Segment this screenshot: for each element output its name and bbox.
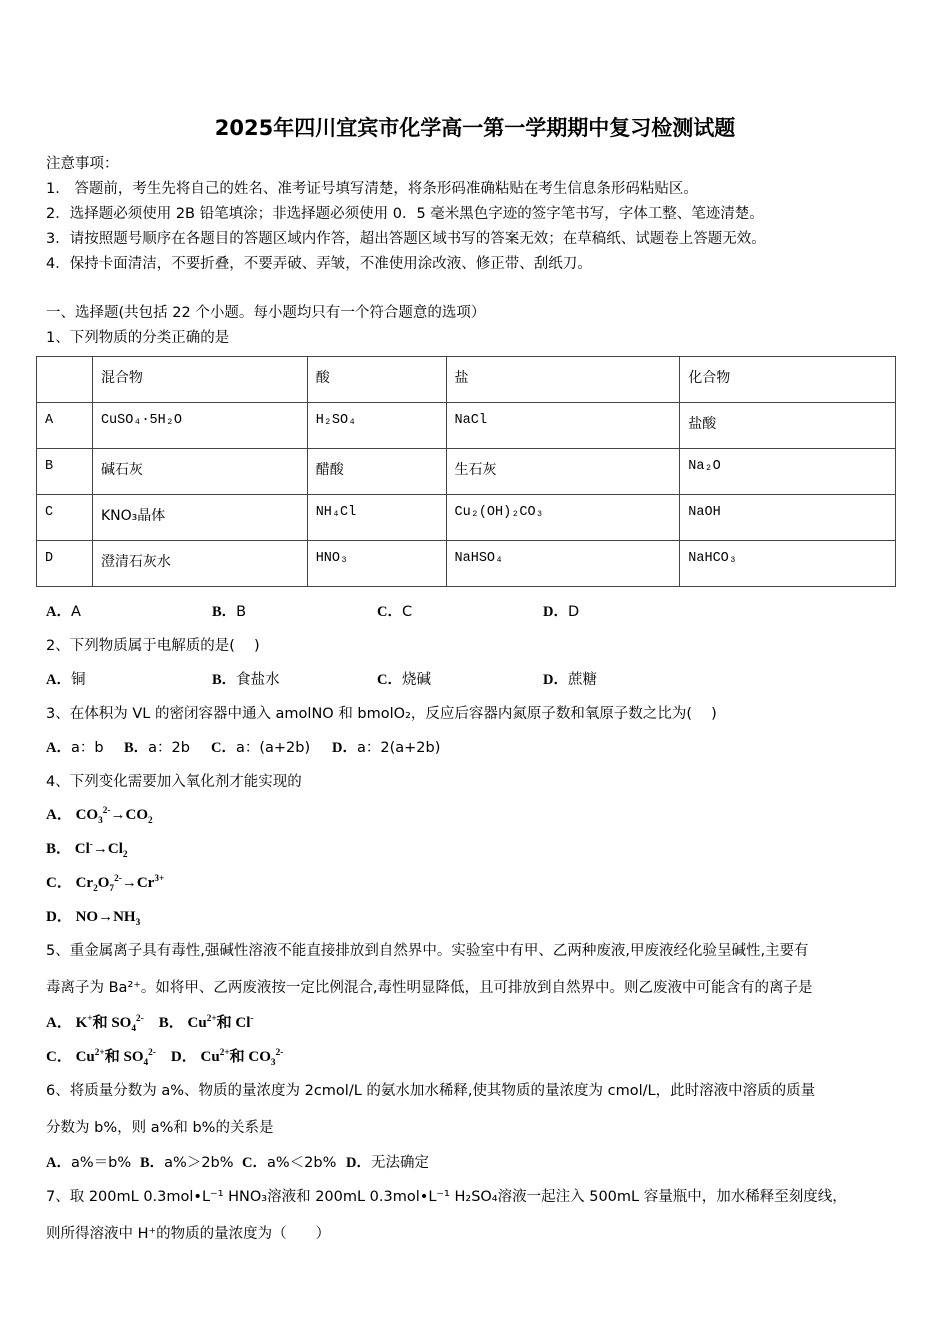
table-row [37,403,896,449]
table-row [37,541,896,587]
table-header-cell: 化合物 [680,357,896,403]
option-a[interactable]: A．a%＝b% [46,1155,132,1171]
table-cell: NaOH [680,495,896,541]
question-4-stem: 4、下列变化需要加入氧化剂才能实现的 [46,774,302,790]
table-cell: H₂SO₄ [307,403,446,449]
table-cell: D [37,541,93,587]
question-6-stem-line-1: 6、将质量分数为 a%、物质的量浓度为 2cmol/L 的氨水加水稀释,使其物质的量浓度为 cmol/L，此时溶液中溶质的质量 [46,1083,816,1099]
table-cell: 生石灰 [446,449,680,495]
option-d[interactable]: D．无法确定 [346,1155,429,1171]
table-cell: NaHCO₃ [680,541,896,587]
table-cell: HNO₃ [307,541,446,587]
option-b[interactable]: B．a：2b [124,740,190,756]
notice-item-3: 3．请按照题号顺序在各题目的答题区域内作答，超出答题区域书写的答案无效；在草稿纸、试题卷上答题无效。 [46,231,766,247]
option-a[interactable]: A．铜 [46,672,86,688]
table-cell: CuSO₄·5H₂O [92,403,307,449]
question-6-stem-line-2: 分数为 b%，则 a%和 b%的关系是 [46,1120,274,1136]
table-cell: KNO₃晶体 [92,495,307,541]
option-d[interactable]: D． $Cu^{2+}$和 $CO_3^{2-}$ [170,1048,284,1068]
table-header-cell [37,357,93,403]
document-title: 2025年四川宜宾市化学高一第一学期期中复习检测试题 [214,116,736,140]
table-cell: 醋酸 [307,449,446,495]
table-cell: Cu₂(OH)₂CO₃ [446,495,680,541]
notice-item-4: 4．保持卡面清洁，不要折叠，不要弄破、弄皱，不准使用涂改液、修正带、刮纸刀。 [46,256,592,272]
question-7-stem-line-1: 7、取 200mL 0.3mol•L⁻¹ HNO₃溶液和 200mL 0.3mol•L⁻¹ H₂SO₄溶液一起注入 500mL 容量瓶中，加水稀释至刻度线， [46,1189,847,1205]
option-c[interactable]: C．C [377,604,413,620]
question-1-stem: 1、下列物质的分类正确的是 [46,330,230,346]
table-cell: NaHSO₄ [446,541,680,587]
table-cell: NH₄Cl [307,495,446,541]
option-a[interactable]: A．a：b [46,740,104,756]
question-4-option-a[interactable]: A． $CO_3^{2-}\to CO_2$ [46,806,153,826]
table-cell: A [37,403,93,449]
classification-table [36,356,896,587]
question-7-stem-line-2: 则所得溶液中 H⁺的物质的量浓度为（ ） [46,1226,331,1242]
table-row [37,449,896,495]
option-a[interactable]: A．A [46,604,81,620]
section-heading: 一、选择题(共包括 22 个小题。每小题均只有一个符合题意的选项） [46,305,486,321]
question-4-option-d[interactable]: D． $NO\to NH_3$ [46,909,141,928]
question-5-stem-line-2: 毒离子为 Ba²⁺。如将甲、乙两废液按一定比例混合,毒性明显降低，且可排放到自然界中。则乙废液中可能含有的离子是 [46,980,813,996]
option-c[interactable]: C．烧碱 [377,672,431,688]
option-c[interactable]: C． $Cu^{2+}$和 $SO_4^{2-}$ [46,1048,156,1068]
table-cell: 碱石灰 [92,449,307,495]
notice-heading: 注意事项： [46,156,119,172]
option-d[interactable]: D．D [543,604,580,620]
table-row [37,495,896,541]
question-5-options-row-1 [46,1011,254,1032]
table-header-cell: 盐 [446,357,680,403]
notice-item-1: 1. 答题前，考生先将自己的姓名、准考证号填写清楚，将条形码准确粘贴在考生信息条形码粘贴区。 [46,181,698,197]
table-header-cell: 酸 [307,357,446,403]
option-c[interactable]: C．a：(a+2b) [211,740,311,756]
option-c[interactable]: C．a%＜2b% [242,1155,337,1171]
question-5-options-row-2 [46,1045,283,1066]
option-d[interactable]: D．蔗糖 [543,672,597,688]
option-b[interactable]: B．食盐水 [212,672,280,688]
table-header-row [37,357,896,403]
question-3-stem: 3、在体积为 VL 的密闭容器中通入 amolNO 和 bmolO₂，反应后容器内氮原子数和氧原子数之比为( ) [46,706,717,722]
table-cell: C [37,495,93,541]
table-cell: NaCl [446,403,680,449]
table-cell: B [37,449,93,495]
table-cell: 盐酸 [680,403,896,449]
option-b[interactable]: B．B [212,604,247,620]
option-d[interactable]: D．a：2(a+2b) [332,740,441,756]
table-header-cell: 混合物 [92,357,307,403]
option-b[interactable]: B．a%＞2b% [140,1155,234,1171]
question-5-stem-line-1: 5、重金属离子具有毒性,强碱性溶液不能直接排放到自然界中。实验室中有甲、乙两种废液,甲废液经化验呈碱性,主要有 [46,943,809,959]
question-4-option-b[interactable]: B． $Cl^-\to Cl_2$ [46,840,128,860]
table-cell: 澄清石灰水 [92,541,307,587]
option-a[interactable]: A． K+和 $SO_4^{2-}$ [46,1014,144,1034]
option-b[interactable]: B． $Cu^{2+}$和 Cl- [158,1014,254,1031]
question-4-option-c[interactable]: C． $Cr_2O_7^{2-}\to Cr^{3+}$ [46,874,165,894]
question-2-stem: 2、下列物质属于电解质的是( ) [46,638,260,654]
notice-item-2: 2．选择题必须使用 2B 铅笔填涂；非选择题必须使用 0．5 毫米黑色字迹的签字笔书写，字体工整、笔迹清楚。 [46,206,764,222]
table-cell: Na₂O [680,449,896,495]
